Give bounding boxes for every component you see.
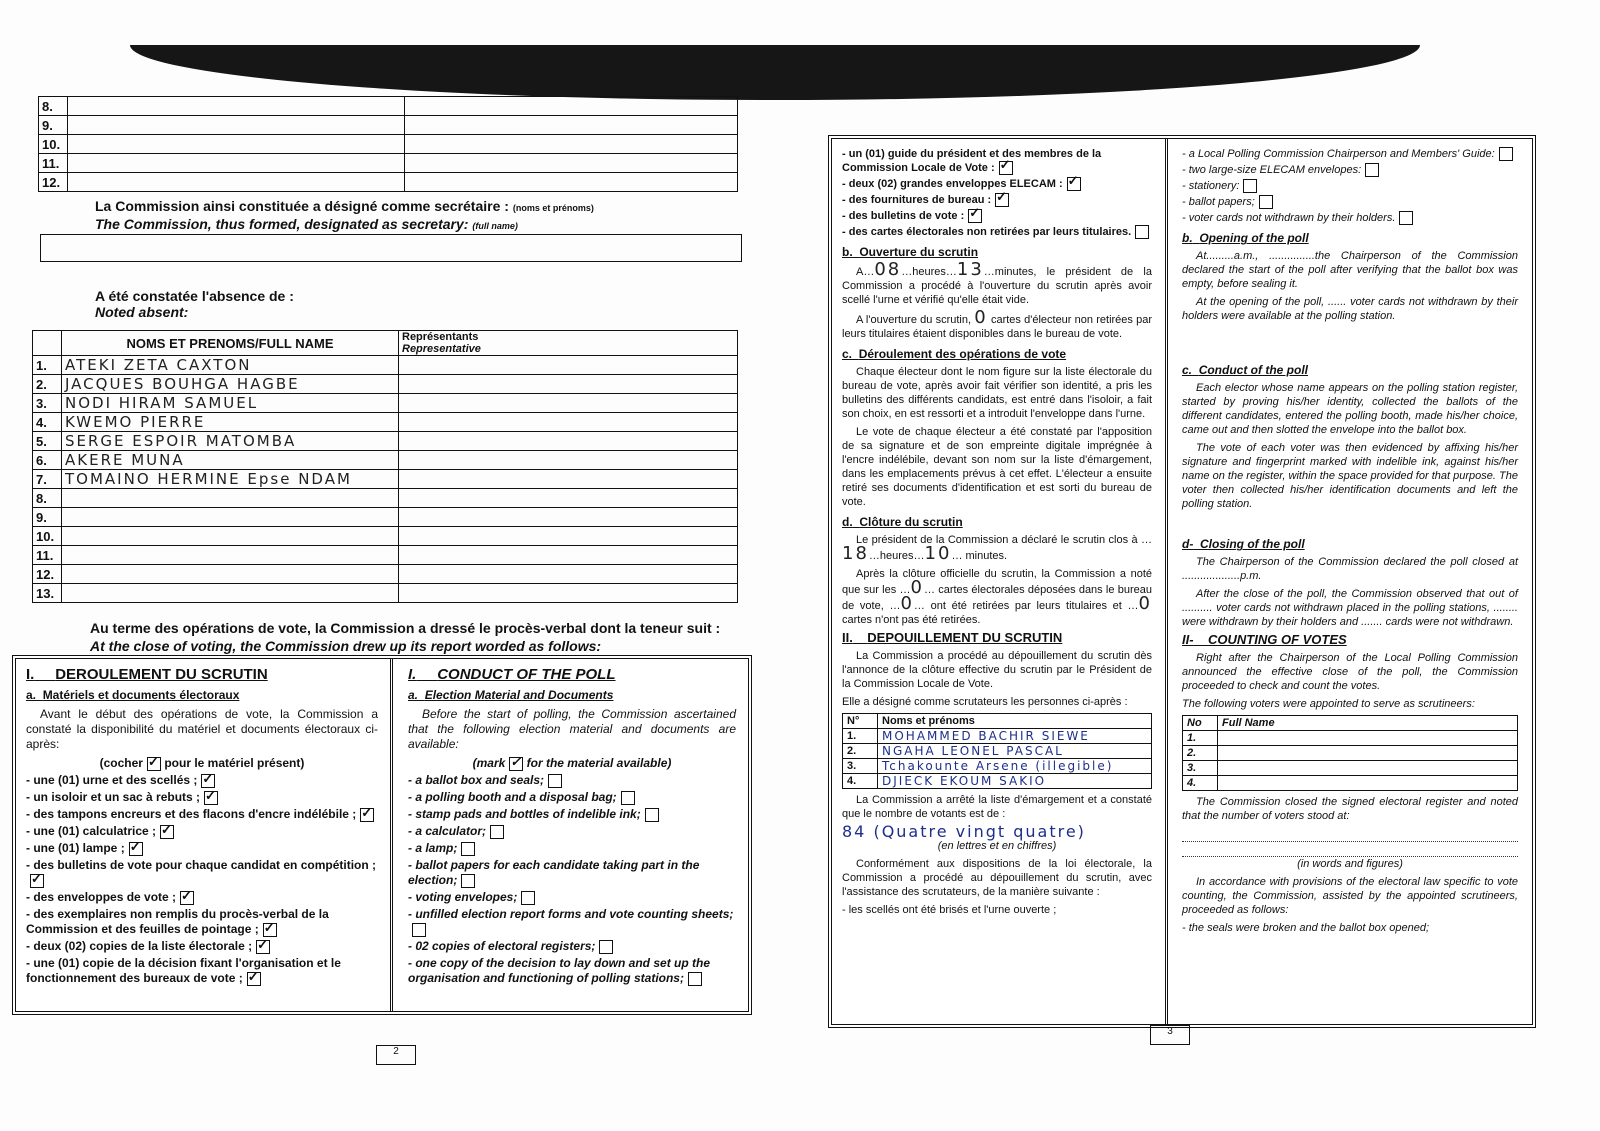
scrutineer-name-cell[interactable] <box>1218 761 1518 776</box>
row-number: 13. <box>33 584 62 603</box>
checkbox[interactable] <box>412 923 426 937</box>
fr-conduct-p1: Chaque électeur dont le nom figure sur la liste électorale du bureau de vote, après avoir fait vérifier son identité, a pris les bulletins des différents candidats, est entré dans l'isoloir, a fait son choix, en est ressorti et a introduit l'enveloppe dans l'urne. <box>842 366 1152 421</box>
en-column-right: - a Local Polling Commission Chairperson and Members' Guide: - two large-size ELECAM envelopes: - stationery: - ballot papers; - voter cards not withdrawn by their holders. b. Opening of the poll At.........a.m., ...............the Chairperson of the Commission declared the start of the poll after verifying that the ballot box was empty, before sealing it. At the opening of the poll, ...... voter cards not withdrawn by their holders were available at the polling station. c. Conduct of the poll Each elector whose name appears on the polling station register, started by proving his/her identity, collected the ballots of the different candidates, entered the polling booth, made his/her choice, came out and then slotted the envelope into the ballot box. The vote of each voter was then evidenced by affixing his/her signature and fingerprint marked with indelible ink, against his/her name on the register, within the space provided for that purpose. The voter then collected his/her identification documents and left the polling station. d- Closing of the poll The Chairperson of the Commission declared the poll closed at ...................p.m. After the close of the poll, the Commission observed that out of .......... voter cards not withdrawn placed in the polling stations, ........ were withdrawn by their holders and ....... cards were not withdrawn. II- COUNTING OF VOTES Right after the Chairperson of the Local Polling Commission announced the effective close of the poll, the Commission proceeded to check and count the votes. The following voters were appointed to serve as scrutineers: No Full Name 1. 2. 3. 4. The Commission closed the signed electoral register and noted that the number of voters stood at: (in words and figures) In accordance with provisions of the electoral law specific to vote counting, the Commission, assisted by the appointed scrutineers, proceeded as follows: - the seals were broken and the ballot box opened; <box>1182 148 1518 935</box>
fr-opening-title: Ouverture du scrutin <box>859 245 979 260</box>
scrutineer-name-cell[interactable]: NGAHA LEONEL PASCAL <box>878 744 1152 759</box>
representative-cell[interactable] <box>399 527 738 546</box>
checkbox[interactable] <box>201 774 215 788</box>
absent-name-cell[interactable]: JACQUES BOUHGA HAGBE <box>62 375 399 394</box>
absent-table <box>32 330 738 603</box>
member-name-cell[interactable] <box>68 97 405 116</box>
checklist-item <box>26 824 378 839</box>
checklist-item <box>26 939 378 954</box>
scrutineer-name-cell[interactable] <box>1218 746 1518 761</box>
report-intro-en: At the close of voting, the Commission drew up its report worded as follows: <box>90 638 602 654</box>
fr-counting-title: DEPOUILLEMENT DU SCRUTIN <box>867 630 1063 646</box>
table-row <box>843 729 1152 744</box>
voters-hint: (en lettres et en chiffres) <box>937 840 1057 853</box>
checklist-item <box>26 841 378 856</box>
row-number: 10. <box>39 135 68 154</box>
en-voters-field-2[interactable] <box>1182 842 1518 857</box>
members-table <box>38 96 738 192</box>
checklist-label: - two large-size ELECAM envelopes: <box>1182 164 1362 177</box>
representative-cell[interactable] <box>399 432 738 451</box>
checkbox[interactable] <box>160 825 174 839</box>
absent-name-cell[interactable]: TOMAINO HERMINE Epse NDAM <box>62 470 399 489</box>
absent-name-cell[interactable] <box>62 565 399 584</box>
checkbox[interactable] <box>30 874 44 888</box>
en-subsection-title: Election Material and Documents <box>424 688 614 702</box>
fr-counting-p1: La Commission a procédé au dépouillement du scrutin dès l'annonce de la clôture effective du scrutin par le Président de la Commission Locale de Vote. <box>842 650 1152 691</box>
checklist-label: - voter cards not withdrawn by their holders. <box>1182 212 1396 225</box>
checklist-item <box>1182 147 1518 161</box>
representative-cell[interactable] <box>399 375 738 394</box>
table-row <box>33 470 738 489</box>
checklist-label: - stationery: <box>1182 180 1240 193</box>
opening-minutes: 13 <box>956 259 984 281</box>
checklist-item <box>408 824 736 839</box>
member-name-cell[interactable] <box>68 173 405 192</box>
row-number: 1. <box>843 729 878 744</box>
checklist-label: - unfilled election report forms and vote counting sheets; <box>408 907 734 921</box>
representative-cell[interactable] <box>399 584 738 603</box>
representative-cell[interactable] <box>399 413 738 432</box>
checkbox[interactable] <box>1135 225 1149 239</box>
checkbox[interactable] <box>263 923 277 937</box>
fr-conduct-title: Déroulement des opérations de vote <box>858 347 1067 362</box>
representative-cell[interactable] <box>399 508 738 527</box>
checklist-item <box>408 956 736 986</box>
checkbox[interactable] <box>461 842 475 856</box>
checklist-item <box>408 790 736 805</box>
scrutineer-name-cell[interactable] <box>1218 776 1518 791</box>
en-scrutineers-table: No Full Name 1. 2. 3. 4. <box>1182 715 1518 791</box>
row-number: 9. <box>39 116 68 135</box>
row-number: 2. <box>843 744 878 759</box>
checkbox[interactable] <box>599 940 613 954</box>
absent-name-cell[interactable]: SERGE ESPOIR MATOMBA <box>62 432 399 451</box>
table-row <box>1183 746 1518 761</box>
checklist-label: - des bulletins de vote : <box>842 210 965 223</box>
table-row <box>33 451 738 470</box>
conduct-of-poll-box <box>12 655 752 1015</box>
fr-closing-cards: Après la clôture officielle du scrutin, la Commission a noté que sur les …0… cartes électorales déposées dans le bureau de vote, …0… ont été retirées par leurs titulaires et …0 cartes n'ont pas été retirées. <box>842 568 1153 627</box>
en-material-list-continued <box>1182 147 1518 225</box>
en-closing-title: Closing of the poll <box>1200 537 1305 552</box>
table-row <box>39 116 738 135</box>
checklist-label: - des cartes électorales non retirées par leurs titulaires. <box>842 226 1132 239</box>
row-number: 5. <box>33 432 62 451</box>
checklist-item <box>26 773 378 788</box>
table-row <box>1183 776 1518 791</box>
absent-name-cell[interactable]: NODI HIRAM SAMUEL <box>62 394 399 413</box>
absent-name-cell[interactable] <box>62 527 399 546</box>
representative-cell[interactable] <box>399 546 738 565</box>
absent-name-cell[interactable] <box>62 508 399 527</box>
checklist-item <box>408 841 736 856</box>
checklist-label: - a polling booth and a disposal bag; <box>408 790 617 804</box>
checkbox[interactable] <box>247 972 261 986</box>
opening-cards-count: 0 <box>974 307 988 329</box>
absent-label-fr: A été constatée l'absence de : <box>95 288 294 304</box>
checkbox[interactable] <box>995 193 1009 207</box>
en-section-title: CONDUCT OF THE POLL <box>437 666 616 683</box>
checklist-label: - deux (02) grandes enveloppes ELECAM : <box>842 178 1063 191</box>
col-full-name: NOMS ET PRENOMS/FULL NAME <box>62 331 399 356</box>
fr-closing-title: Clôture du scrutin <box>859 515 963 530</box>
checklist-item <box>26 907 378 937</box>
row-number: 3. <box>843 759 878 774</box>
row-number: 11. <box>39 154 68 173</box>
scrutineer-name-cell[interactable] <box>1218 731 1518 746</box>
en-conduct-p2: The vote of each voter was then evidenced by affixing his/her signature and fingerprint marked with indelible ink, against his/her name on the register, within the space provided for that purpose. The voter then collected his/her identification documents and left the polling station. <box>1182 442 1518 511</box>
column-divider <box>390 659 397 1011</box>
fr-column-right: - un (01) guide du président et des membres de la Commission Locale de Vote :✓ - deux (02) grandes enveloppes ELECAM :✓ - des fournitures de bureau :✓ - des bulletins de vote :✓ - des cartes électorales non retirées par leurs titulaires. b. Ouverture du scrutin A…08…heures…13…minutes, le président de la Commission a procédé à l'ouverture du scrutin après avoir scellé l'urne et vérifié qu'elle était vide. A l'ouverture du scrutin, 0 cartes d'électeur non retirées par leurs titulaires étaient disponibles dans le bureau de vote. c. Déroulement des opérations de vote Chaque électeur dont le nom figure sur la liste électorale du bureau de vote, après avoir fait vérifier son identité, a pris les bulletins des différents candidats, est entré dans l'isoloir, a fait son choix, en est ressorti et a introduit l'enveloppe dans l'urne. Le vote de chaque électeur a été constaté par l'apposition de sa signature et de son empreinte digitale imprégnée à l'encre indélébile, devant son nom sur la liste d'émargement, dans les emplacements prévus à cet effet. L'électeur a ensuite retiré ses documents d'identification et est sorti du bureau de vote. d. Clôture du scrutin Le président de la Commission a déclaré le scrutin clos à …18…heures…10… minutes. Après la clôture officielle du scrutin, la Commission a noté que sur les …0… cartes électorales déposées dans le bureau de vote, …0… ont été retirées par leurs titulaires et …0 cartes n'ont pas été retirées. II. DEPOUILLEMENT DU SCRUTIN La Commission a procédé au dépouillement du scrutin dès l'annonce de la clôture effective du scrutin par le Président de la Commission Locale de Vote. Elle a désigné comme scrutateurs les personnes ci-après : N° Noms et prénoms 1. MOHAMMED BACHIR SIEWE 2. NGAHA LEONEL PASCAL 3. Tchakounte Arsene (illegible) 4. DJIECK EKOUM SAKIO La Commission a arrêté la liste d'émargement et a constaté que le nombre de votants est de : 84 (Quatre vingt quatre) (en lettres et en chiffres) Conformément aux dispositions de la loi électorale, la Commission a procédé au dépouillement du scrutin, avec l'assistance des scrutateurs, de la manière suivante : - les scellés ont été brisés et l'urne ouverte ; <box>832 139 1162 1024</box>
checkbox[interactable] <box>490 825 504 839</box>
checklist-item <box>26 807 378 822</box>
en-counting-title: COUNTING OF VOTES <box>1208 632 1347 648</box>
checklist-label: - ballot papers; <box>1182 196 1255 209</box>
checklist-label: - ballot papers for each candidate taking part in the election; <box>408 858 700 887</box>
absent-name-cell[interactable] <box>62 546 399 565</box>
checklist-label: - a ballot box and seals; <box>408 773 545 787</box>
table-row <box>33 565 738 584</box>
checkbox[interactable] <box>360 808 374 822</box>
fr-scrutineers-table: N° Noms et prénoms 1. MOHAMMED BACHIR SIEWE 2. NGAHA LEONEL PASCAL 3. Tchakounte Arsene (illegible) 4. DJIECK EKOUM SAKIO <box>842 713 1152 789</box>
checkbox[interactable] <box>968 209 982 223</box>
representative-cell[interactable] <box>399 565 738 584</box>
checkbox[interactable] <box>1067 177 1081 191</box>
fr-column: I. DEROULEMENT DU SCRUTIN a. Matériels et documents électoraux Avant le début des opérations de vote, la Commission a constaté la disponibilité du matériel et documents électoraux ci-après: (cocher ✓ pour le matériel présent) - une (01) urne et des scellés ;✓ - un isoloir et un sac à rebuts ;✓ - des tampons encreurs et des flacons d'encre indélébile ;✓ - une (01) calculatrice ;✓ - une (01) lampe ;✓ - des bulletins de vote pour chaque candidat en compétition ;✓ - des enveloppes de vote ;✓ - des exemplaires non remplis du procès-verbal de la Commission et des feuilles de pointage ;✓ - deux (02) copies de la liste électorale ;✓ - une (01) copie de la décision fixant l'organisation et le fonctionnement des bureaux de vote ;✓ <box>16 659 388 1011</box>
table-row <box>39 97 738 116</box>
scrutineer-name-cell[interactable]: DJIECK EKOUM SAKIO <box>878 774 1152 789</box>
row-number: 12. <box>39 173 68 192</box>
absent-name-cell[interactable]: AKERE MUNA <box>62 451 399 470</box>
en-counting-p5: - the seals were broken and the ballot box opened; <box>1182 922 1430 935</box>
row-number: 4. <box>843 774 878 789</box>
absent-label-en: Noted absent: <box>95 304 189 320</box>
absent-name-cell[interactable]: ATEKI ZETA CAXTON <box>62 356 399 375</box>
table-row <box>39 173 738 192</box>
en-opening-title: Opening of the poll <box>1199 231 1309 246</box>
fr-material-list <box>26 773 378 986</box>
row-number: 3. <box>1183 761 1218 776</box>
table-row <box>33 489 738 508</box>
checklist-label: - des tampons encreurs et des flacons d'encre indélébile ; <box>26 807 357 821</box>
checklist-item <box>408 907 736 937</box>
checklist-label: - un (01) guide du président et des membres de la Commission Locale de Vote : <box>842 148 1102 174</box>
scrutineer-name-cell[interactable]: Tchakounte Arsene (illegible) <box>878 759 1152 774</box>
page-number: 3 <box>1150 1025 1190 1045</box>
checklist-label: - une (01) urne et des scellés ; <box>26 773 198 787</box>
table-row <box>33 527 738 546</box>
row-number: 4. <box>1183 776 1218 791</box>
checklist-label: - voting envelopes; <box>408 890 518 904</box>
table-row <box>39 154 738 173</box>
checklist-label: - une (01) calculatrice ; <box>26 824 157 838</box>
row-number: 4. <box>33 413 62 432</box>
fr-section-title: DEROULEMENT DU SCRUTIN <box>55 666 268 683</box>
checklist-label: - one copy of the decision to lay down and set up the organisation and functioning of polling stations; <box>408 956 711 985</box>
checkbox[interactable] <box>1499 147 1513 161</box>
row-number: 12. <box>33 565 62 584</box>
row-number: 9. <box>33 508 62 527</box>
fr-intro: Avant le début des opérations de vote, la Commission a constaté la disponibilité du matériel et documents électoraux ci-après: <box>26 707 378 751</box>
checklist-item <box>1182 163 1518 177</box>
table-row <box>33 508 738 527</box>
member-extra-cell[interactable] <box>405 135 738 154</box>
book-binding-shadow <box>130 45 1420 100</box>
table-row <box>33 584 738 603</box>
report-intro-fr: Au terme des opérations de vote, la Commission a dressé le procès-verbal dont la teneur suit : <box>90 620 721 636</box>
scrutineer-name-cell[interactable]: MOHAMMED BACHIR SIEWE <box>878 729 1152 744</box>
checklist-label: - une (01) copie de la décision fixant l'organisation et le fonctionnement des bureaux de vote ; <box>26 956 341 985</box>
checklist-item <box>26 858 378 888</box>
member-extra-cell[interactable] <box>405 173 738 192</box>
en-column: I. CONDUCT OF THE POLL a. Election Material and Documents Before the start of polling, the Commission ascertained that the following election material and documents are available: (mark ✓ for the material available) - a ballot box and seals; - a polling booth and a disposal bag; - stamp pads and bottles of indelible ink; - a calculator; - a lamp; - ballot papers for each candidate taking part in the election; - voting envelopes; - unfilled election report forms and vote counting sheets; - 02 copies of electoral registers; - one copy of the decision to lay down and set up the organisation and functioning of polling stations; <box>398 659 746 1011</box>
checklist-item <box>408 807 736 822</box>
row-number: 1. <box>1183 731 1218 746</box>
checklist-label: - a Local Polling Commission Chairperson and Members' Guide: <box>1182 148 1495 160</box>
secretary-label-en: The Commission, thus formed, designated as secretary: (full name) <box>95 216 518 232</box>
row-number: 2. <box>1183 746 1218 761</box>
row-number: 1. <box>33 356 62 375</box>
checklist-label: - a lamp; <box>408 841 458 855</box>
checkbox[interactable] <box>1243 179 1257 193</box>
fr-conduct-p2: Le vote de chaque électeur a été constaté par l'apposition de sa signature et de son empreinte digitale imprégnée à l'encre indélébile, devant son nom sur la liste d'émargement, dans les emplacements prévus à cet effet. L'électeur a ensuite retiré ses documents d'identification et est sorti du bureau de vote. <box>842 426 1152 509</box>
voters-count: 84 (Quatre vingt quatre) <box>842 822 1086 842</box>
page-number: 2 <box>376 1045 416 1065</box>
checklist-item <box>408 890 736 905</box>
opening-hours: 08 <box>874 259 902 281</box>
en-voters-hint: (in words and figures) <box>1297 858 1403 871</box>
table-row <box>33 546 738 565</box>
checklist-label: - des fournitures de bureau : <box>842 194 992 207</box>
representative-cell[interactable] <box>399 394 738 413</box>
table-row <box>33 375 738 394</box>
checklist-item <box>408 939 736 954</box>
row-number: 11. <box>33 546 62 565</box>
secretary-field[interactable] <box>40 234 742 262</box>
checkbox[interactable] <box>129 842 143 856</box>
representative-cell[interactable] <box>399 470 738 489</box>
en-instruction: (mark ✓ for the material available) <box>408 756 736 771</box>
en-intro: Before the start of polling, the Commission ascertained that the following election material and documents are available: <box>408 707 736 751</box>
table-row <box>33 413 738 432</box>
en-counting-p3: The Commission closed the signed electoral register and noted that the number of voters stood at: <box>1182 796 1518 823</box>
fr-counting-p3: La Commission a arrêté la liste d'émargement et a constaté que le nombre de votants est de : <box>842 794 1152 821</box>
representative-cell[interactable] <box>399 356 738 375</box>
en-opening-p2: At the opening of the poll, ...... voter cards not withdrawn by their holders were available at the polling station. <box>1182 296 1518 323</box>
checkbox[interactable] <box>204 791 218 805</box>
checklist-label: - stamp pads and bottles of indelible ink; <box>408 807 641 821</box>
en-counting-p2: The following voters were appointed to serve as scrutineers: <box>1182 698 1475 711</box>
checkbox[interactable] <box>548 774 562 788</box>
table-row <box>39 135 738 154</box>
checklist-item <box>842 193 1152 207</box>
checkbox[interactable] <box>256 940 270 954</box>
en-closing-p1: The Chairperson of the Commission declared the poll closed at ...................p.m. <box>1182 556 1518 583</box>
checklist-label: - des exemplaires non remplis du procès-verbal de la Commission et des feuilles de pointage ; <box>26 907 329 936</box>
checkbox[interactable] <box>645 808 659 822</box>
absent-name-cell[interactable] <box>62 489 399 508</box>
checklist-label: - une (01) lampe ; <box>26 841 125 855</box>
representative-cell[interactable] <box>399 451 738 470</box>
table-row <box>33 356 738 375</box>
fr-opening-cards: A l'ouverture du scrutin, 0 cartes d'électeur non retirées par leurs titulaires étaient disponibles dans le bureau de vote. <box>842 307 1153 341</box>
checklist-item <box>842 147 1152 175</box>
checklist-label: - 02 copies of electoral registers; <box>408 939 596 953</box>
member-extra-cell[interactable] <box>405 154 738 173</box>
member-extra-cell[interactable] <box>405 116 738 135</box>
table-row <box>843 759 1152 774</box>
closing-hours: 18 <box>842 543 869 565</box>
checklist-item <box>26 890 378 905</box>
table-row <box>843 744 1152 759</box>
en-conduct-title: Conduct of the poll <box>1198 363 1308 378</box>
checkbox[interactable] <box>1259 195 1273 209</box>
checkbox[interactable] <box>180 891 194 905</box>
en-closing-p2: After the close of the poll, the Commission observed that out of .......... voter cards not withdrawn placed in the polling stations, ........ were withdrawn by their holders and ....... cards were not withdrawn. <box>1182 588 1518 629</box>
fr-material-list-continued <box>842 147 1152 239</box>
checklist-label: - un isoloir et un sac à rebuts ; <box>26 790 201 804</box>
checklist-item <box>1182 179 1518 193</box>
row-number: 10. <box>33 527 62 546</box>
secretary-label-fr: La Commission ainsi constituée a désigné comme secrétaire : (noms et prénoms) <box>95 198 594 214</box>
checkbox-icon <box>509 757 523 771</box>
checkbox[interactable] <box>461 874 475 888</box>
table-row <box>1183 731 1518 746</box>
checkbox-icon <box>147 757 161 771</box>
member-name-cell[interactable] <box>68 116 405 135</box>
en-material-list <box>408 773 736 986</box>
row-number: 8. <box>39 97 68 116</box>
checkbox[interactable] <box>1399 211 1413 225</box>
member-name-cell[interactable] <box>68 154 405 173</box>
fr-counting-p5: - les scellés ont été brisés et l'urne ouverte ; <box>842 904 1057 917</box>
en-opening-p1: At.........a.m., ...............the Chairperson of the Commission declared the start of the poll after verifying that the ballot box was empty, before sealing it. <box>1182 250 1518 291</box>
row-number: 7. <box>33 470 62 489</box>
checkbox[interactable] <box>1365 163 1379 177</box>
row-number: 6. <box>33 451 62 470</box>
fr-closing-text: Le président de la Commission a déclaré le scrutin clos à …18…heures…10… minutes. <box>842 534 1152 565</box>
col-representative: Représentants Representative <box>399 331 738 356</box>
column-divider <box>1165 139 1172 1024</box>
representative-cell[interactable] <box>399 489 738 508</box>
checkbox[interactable] <box>621 791 635 805</box>
checklist-label: - des enveloppes de vote ; <box>26 890 177 904</box>
checklist-item <box>842 225 1152 239</box>
checklist-item <box>1182 195 1518 209</box>
absent-name-cell[interactable]: KWEMO PIERRE <box>62 413 399 432</box>
table-row <box>843 774 1152 789</box>
fr-instruction: (cocher ✓ pour le matériel présent) <box>26 756 378 771</box>
checklist-item <box>26 790 378 805</box>
row-number: 3. <box>33 394 62 413</box>
row-number: 2. <box>33 375 62 394</box>
row-number: 8. <box>33 489 62 508</box>
en-counting-p1: Right after the Chairperson of the Local Polling Commission announced the effective close of the poll, the Commission proceeded to check and count the votes. <box>1182 652 1518 693</box>
table-row <box>33 432 738 451</box>
en-counting-p4: In accordance with provisions of the electoral law specific to vote counting, the Commission, assisted by the appointed scrutineers, proceeded as follows: <box>1182 876 1518 917</box>
checkbox[interactable] <box>688 972 702 986</box>
checklist-item <box>408 858 736 888</box>
checklist-item <box>1182 211 1518 225</box>
closing-minutes: 10 <box>924 543 952 565</box>
checkbox[interactable] <box>999 161 1013 175</box>
fr-subsection-title: Matériels et documents électoraux <box>42 688 240 702</box>
table-row <box>1183 761 1518 776</box>
checklist-label: - des bulletins de vote pour chaque candidat en compétition ; <box>26 858 377 872</box>
absent-name-cell[interactable] <box>62 584 399 603</box>
checklist-label: - deux (02) copies de la liste électorale ; <box>26 939 253 953</box>
fr-counting-p2: Elle a désigné comme scrutateurs les personnes ci-après : <box>842 696 1128 709</box>
fr-counting-p4: Conformément aux dispositions de la loi électorale, la Commission a procédé au dépouillement du scrutin, avec l'assistance des scrutateurs, de la manière suivante : <box>842 858 1152 899</box>
report-box <box>828 135 1536 1028</box>
en-conduct-p1: Each elector whose name appears on the polling station register, started by proving his/her identity, collected the ballots of the different candidates, entered the polling booth, made his/her choice, came out and then slotted the envelope into the ballot box. <box>1182 382 1518 437</box>
fr-opening-text: A…08…heures…13…minutes, le président de la Commission a procédé à l'ouverture du scrutin après avoir scellé l'urne et vérifié qu'elle était vide. <box>842 259 1152 307</box>
table-row <box>33 394 738 413</box>
en-voters-field[interactable] <box>1182 827 1518 842</box>
checklist-item <box>842 209 1152 223</box>
checklist-item <box>408 773 736 788</box>
checklist-item <box>26 956 378 986</box>
member-name-cell[interactable] <box>68 135 405 154</box>
checkbox[interactable] <box>521 891 535 905</box>
checklist-label: - a calculator; <box>408 824 487 838</box>
member-extra-cell[interactable] <box>405 97 738 116</box>
